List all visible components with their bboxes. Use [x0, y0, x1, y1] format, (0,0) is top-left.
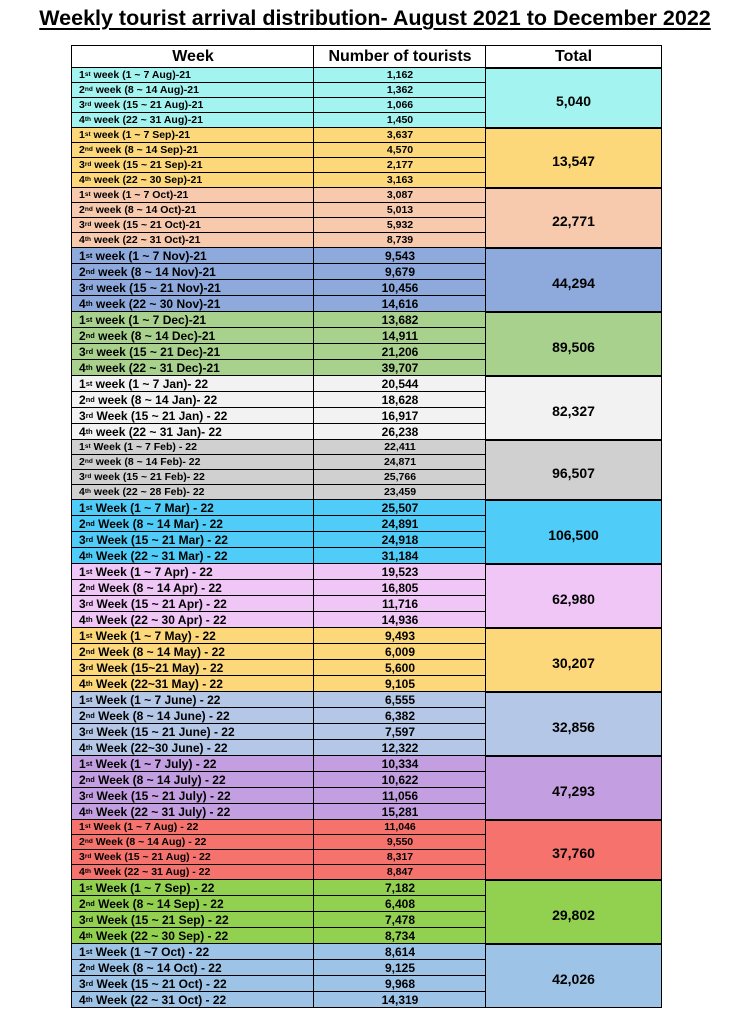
week-number: 4: [79, 234, 85, 246]
week-cell: 1 st week (1 ~ 7 Oct)-21: [71, 188, 315, 203]
week-number: 3: [79, 219, 85, 231]
week-label: Week (8 ~ 14 Oct) - 22: [94, 960, 222, 975]
tourist-count-cell: 7,597: [313, 724, 487, 740]
week-label: week (15 ~ 21 Oct)-21: [91, 219, 201, 231]
week-cell: 1 st Week (1 ~ 7 Sep) - 22: [71, 880, 315, 896]
week-cell: 4 th week (22 ~ 31 Oct)-21: [71, 233, 315, 248]
week-label: Week (15 ~ 21 July) - 22: [93, 788, 231, 803]
week-number: 1: [79, 500, 86, 515]
monthly-total-cell: 37,760: [485, 820, 662, 880]
week-cell: 4 th Week (22 ~ 31 Oct) - 22: [71, 992, 315, 1008]
week-number: 1: [79, 69, 85, 81]
week-cell: 4 th Week (22 ~ 31 July) - 22: [71, 804, 315, 820]
tourist-count-cell: 10,456: [313, 280, 487, 296]
week-label: week (8 ~ 14 Oct)-21: [92, 204, 197, 216]
week-number: 1: [79, 312, 86, 327]
week-label: week (1 ~ 7 Jan)- 22: [92, 376, 209, 391]
week-cell: 4 th week (22 ~ 30 Sep)-21: [71, 173, 315, 188]
week-label: week (15 ~ 21 Nov)-21: [93, 280, 221, 295]
week-number: 1: [79, 129, 85, 141]
week-number: 2: [79, 328, 86, 343]
week-number: 3: [79, 408, 86, 423]
week-cell: 3 rd Week (15 ~ 21 Apr) - 22: [71, 596, 315, 612]
tourist-count-cell: 7,478: [313, 912, 487, 928]
monthly-total-cell: 29,802: [485, 880, 662, 944]
week-label: week (1 ~ 7 Sep)-21: [90, 129, 191, 141]
tourist-count-cell: 10,334: [313, 756, 487, 772]
week-number: 4: [79, 612, 86, 627]
week-label: week (22 ~ 31 Aug)-21: [90, 114, 203, 126]
week-number: 1: [79, 628, 86, 643]
week-number: 3: [79, 851, 85, 863]
week-label: week (15 ~ 21 Feb)- 22: [91, 471, 205, 483]
tourist-count-cell: 8,614: [313, 944, 487, 960]
monthly-total-cell: 47,293: [485, 756, 662, 820]
week-cell: 1 st week (1 ~ 7 Jan)- 22: [71, 376, 315, 392]
week-cell: 4 th week (22 ~ 30 Nov)-21: [71, 296, 315, 312]
week-label: week (8 ~ 14 Sep)-21: [92, 144, 199, 156]
week-number: 4: [79, 676, 86, 691]
tourist-count-cell: 3,163: [313, 173, 487, 188]
week-cell: 2 nd Week (8 ~ 14 Mar) - 22: [71, 516, 315, 532]
tourist-count-cell: 3,637: [313, 128, 487, 143]
week-label: Week (15 ~ 21 Oct) - 22: [93, 976, 227, 991]
week-label: Week (15~21 May) - 22: [93, 660, 224, 675]
week-cell: 2 nd week (8 ~ 14 Dec)-21: [71, 328, 315, 344]
week-label: Week (8 ~ 14 July) - 22: [94, 772, 226, 787]
week-cell: 1 st week (1 ~ 7 Aug)-21: [71, 68, 315, 83]
tourist-count-cell: 8,734: [313, 928, 487, 944]
tourist-count-cell: 21,206: [313, 344, 487, 360]
week-cell: 4 th Week (22~31 May) - 22: [71, 676, 315, 692]
week-number: 1: [79, 692, 86, 707]
tourist-count-cell: 15,281: [313, 804, 487, 820]
tourist-count-cell: 13,682: [313, 312, 487, 328]
week-label: Week (1 ~ 7 Mar) - 22: [92, 500, 214, 515]
week-cell: 1 st week (1 ~ 7 Sep)-21: [71, 128, 315, 143]
week-number: 4: [79, 360, 86, 375]
tourist-count-cell: 6,009: [313, 644, 487, 660]
week-label: Week (15 ~ 21 Apr) - 22: [93, 596, 227, 611]
week-cell: 4 th week (22 ~ 28 Feb)- 22: [71, 485, 315, 500]
week-cell: 3 rd Week (15 ~ 21 Jan) - 22: [71, 408, 315, 424]
tourist-count-cell: 4,570: [313, 143, 487, 158]
week-cell: 1 st Week (1 ~ 7 Mar) - 22: [71, 500, 315, 516]
week-label: week (8 ~ 14 Nov)-21: [94, 264, 216, 279]
header-week: Week: [71, 45, 315, 68]
monthly-total-cell: 30,207: [485, 628, 662, 692]
week-cell: 4 th Week (22 ~ 31 Mar) - 22: [71, 548, 315, 564]
week-cell: 3 rd Week (15 ~ 21 Aug) - 22: [71, 850, 315, 865]
tourist-count-cell: 6,408: [313, 896, 487, 912]
tourist-count-cell: 24,871: [313, 455, 487, 470]
week-cell: 3 rd week (15 ~ 21 Oct)-21: [71, 218, 315, 233]
week-number: 3: [79, 99, 85, 111]
week-label: Week (15 ~ 21 Jan) - 22: [93, 408, 228, 423]
week-cell: 2 nd Week (8 ~ 14 June) - 22: [71, 708, 315, 724]
week-cell: 2 nd week (8 ~ 14 Oct)-21: [71, 203, 315, 218]
week-label: Week (1 ~ 7 July) - 22: [92, 756, 217, 771]
week-number: 4: [79, 866, 85, 878]
tourist-count-cell: 24,891: [313, 516, 487, 532]
tourist-count-cell: 14,616: [313, 296, 487, 312]
week-cell: 3 rd week (15 ~ 21 Sep)-21: [71, 158, 315, 173]
monthly-total-cell: 5,040: [485, 68, 662, 128]
week-label: week (8 ~ 14 Aug)-21: [92, 84, 199, 96]
page-title: Weekly tourist arrival distribution- August 2021 to December 2022: [39, 6, 711, 30]
week-label: Week (1 ~7 Oct) - 22: [92, 944, 210, 959]
week-cell: 2 nd week (8 ~ 14 Jan)- 22: [71, 392, 315, 408]
week-label: Week (22 ~ 30 Apr) - 22: [92, 612, 227, 627]
week-label: Week (1 ~ 7 Feb) - 22: [90, 441, 197, 453]
week-cell: 1 st Week (1 ~ 7 Feb) - 22: [71, 440, 315, 455]
week-cell: 4 th Week (22~30 June) - 22: [71, 740, 315, 756]
week-number: 2: [79, 204, 85, 216]
week-cell: 2 nd week (8 ~ 14 Aug)-21: [71, 83, 315, 98]
week-number: 4: [79, 992, 86, 1007]
monthly-total-cell: 96,507: [485, 440, 662, 500]
week-cell: 1 st Week (1 ~ 7 June) - 22: [71, 692, 315, 708]
week-label: week (22 ~ 31 Oct)-21: [90, 234, 201, 246]
tourist-count-cell: 19,523: [313, 564, 487, 580]
week-number: 1: [79, 756, 86, 771]
week-label: Week (8 ~ 14 Aug) - 22: [92, 836, 207, 848]
tourist-count-cell: 9,550: [313, 835, 487, 850]
tourist-count-cell: 1,066: [313, 98, 487, 113]
tourist-count-cell: 11,046: [313, 820, 487, 835]
tourist-count-cell: 9,968: [313, 976, 487, 992]
week-cell: 1 st Week (1 ~7 Oct) - 22: [71, 944, 315, 960]
week-cell: 2 nd week (8 ~ 14 Sep)-21: [71, 143, 315, 158]
monthly-total-cell: 89,506: [485, 312, 662, 376]
week-cell: 1 st week (1 ~ 7 Dec)-21: [71, 312, 315, 328]
monthly-total-cell: 42,026: [485, 944, 662, 1008]
week-label: week (8 ~ 14 Jan)- 22: [94, 392, 218, 407]
week-cell: 4 th week (22 ~ 31 Jan)- 22: [71, 424, 315, 440]
tourist-count-cell: 11,056: [313, 788, 487, 804]
tourist-count-cell: 12,322: [313, 740, 487, 756]
week-label: Week (15 ~ 21 Sep) - 22: [93, 912, 229, 927]
tourist-count-cell: 9,543: [313, 248, 487, 264]
week-label: Week (15 ~ 21 Aug) - 22: [91, 851, 211, 863]
tourist-count-cell: 20,544: [313, 376, 487, 392]
week-number: 3: [79, 788, 86, 803]
week-number: 4: [79, 174, 85, 186]
week-cell: 3 rd Week (15~21 May) - 22: [71, 660, 315, 676]
tourist-count-cell: 7,182: [313, 880, 487, 896]
tourist-count-cell: 6,555: [313, 692, 487, 708]
week-number: 2: [79, 836, 85, 848]
week-cell: 2 nd Week (8 ~ 14 Oct) - 22: [71, 960, 315, 976]
tourist-count-cell: 26,238: [313, 424, 487, 440]
week-number: 4: [79, 740, 86, 755]
week-number: 4: [79, 804, 86, 819]
tourist-count-cell: 14,319: [313, 992, 487, 1008]
week-number: 3: [79, 159, 85, 171]
week-number: 2: [79, 772, 86, 787]
week-cell: 4 th week (22 ~ 31 Dec)-21: [71, 360, 315, 376]
tourist-count-cell: 24,918: [313, 532, 487, 548]
week-cell: 1 st Week (1 ~ 7 May) - 22: [71, 628, 315, 644]
tourist-count-cell: 2,177: [313, 158, 487, 173]
tourist-count-cell: 1,162: [313, 68, 487, 83]
week-number: 2: [79, 960, 86, 975]
week-number: 2: [79, 896, 86, 911]
tourist-count-cell: 8,317: [313, 850, 487, 865]
week-cell: 3 rd Week (15 ~ 21 Oct) - 22: [71, 976, 315, 992]
week-label: Week (22~31 May) - 22: [92, 676, 223, 691]
tourist-count-cell: 8,847: [313, 865, 487, 880]
week-cell: 3 rd week (15 ~ 21 Aug)-21: [71, 98, 315, 113]
week-cell: 2 nd Week (8 ~ 14 Aug) - 22: [71, 835, 315, 850]
monthly-total-cell: 82,327: [485, 376, 662, 440]
week-number: 3: [79, 724, 86, 739]
monthly-total-cell: 13,547: [485, 128, 662, 188]
week-label: Week (1 ~ 7 May) - 22: [92, 628, 216, 643]
week-number: 1: [79, 376, 86, 391]
week-number: 3: [79, 660, 86, 675]
week-number: 1: [79, 880, 86, 895]
week-label: Week (15 ~ 21 June) - 22: [93, 724, 235, 739]
tourist-count-cell: 9,493: [313, 628, 487, 644]
week-label: Week (8 ~ 14 May) - 22: [94, 644, 225, 659]
monthly-total-cell: 32,856: [485, 692, 662, 756]
week-number: 4: [79, 424, 86, 439]
week-label: Week (1 ~ 7 Aug) - 22: [90, 821, 199, 833]
week-label: Week (1 ~ 7 June) - 22: [92, 692, 221, 707]
week-number: 3: [79, 912, 86, 927]
week-number: 4: [79, 548, 86, 563]
tourist-count-cell: 6,382: [313, 708, 487, 724]
week-cell: 2 nd Week (8 ~ 14 Apr) - 22: [71, 580, 315, 596]
tourist-count-cell: 5,600: [313, 660, 487, 676]
week-cell: 3 rd week (15 ~ 21 Nov)-21: [71, 280, 315, 296]
header-total: Total: [485, 45, 662, 68]
week-cell: 3 rd week (15 ~ 21 Feb)- 22: [71, 470, 315, 485]
tourist-count-cell: 16,917: [313, 408, 487, 424]
week-cell: 1 st Week (1 ~ 7 Aug) - 22: [71, 820, 315, 835]
tourist-count-cell: 14,911: [313, 328, 487, 344]
week-cell: 2 nd week (8 ~ 14 Feb)- 22: [71, 455, 315, 470]
tourist-count-cell: 1,362: [313, 83, 487, 98]
week-number: 2: [79, 580, 86, 595]
monthly-total-cell: 44,294: [485, 248, 662, 312]
week-cell: 4 th Week (22 ~ 30 Sep) - 22: [71, 928, 315, 944]
week-number: 1: [79, 944, 86, 959]
monthly-total-cell: 62,980: [485, 564, 662, 628]
week-label: week (22 ~ 31 Dec)-21: [92, 360, 220, 375]
week-number: 3: [79, 532, 86, 547]
week-number: 2: [79, 144, 85, 156]
week-number: 2: [79, 392, 86, 407]
week-label: Week (8 ~ 14 Mar) - 22: [94, 516, 223, 531]
week-cell: 3 rd Week (15 ~ 21 Mar) - 22: [71, 532, 315, 548]
tourist-count-cell: 31,184: [313, 548, 487, 564]
week-number: 3: [79, 471, 85, 483]
week-number: 1: [79, 564, 86, 579]
week-label: Week (8 ~ 14 Sep) - 22: [94, 896, 224, 911]
week-label: week (1 ~ 7 Oct)-21: [90, 189, 189, 201]
week-number: 3: [79, 344, 86, 359]
week-label: week (22 ~ 30 Sep)-21: [90, 174, 203, 186]
week-cell: 2 nd Week (8 ~ 14 May) - 22: [71, 644, 315, 660]
week-number: 3: [79, 280, 86, 295]
week-cell: 2 nd Week (8 ~ 14 July) - 22: [71, 772, 315, 788]
week-label: Week (22 ~ 30 Sep) - 22: [92, 928, 229, 943]
week-cell: 2 nd week (8 ~ 14 Nov)-21: [71, 264, 315, 280]
week-label: week (1 ~ 7 Dec)-21: [92, 312, 207, 327]
week-cell: 3 rd week (15 ~ 21 Dec)-21: [71, 344, 315, 360]
week-number: 4: [79, 928, 86, 943]
week-cell: 4 th Week (22 ~ 30 Apr) - 22: [71, 612, 315, 628]
week-cell: 3 rd Week (15 ~ 21 Sep) - 22: [71, 912, 315, 928]
tourist-count-cell: 3,087: [313, 188, 487, 203]
week-cell: 4 th week (22 ~ 31 Aug)-21: [71, 113, 315, 128]
week-label: Week (1 ~ 7 Sep) - 22: [92, 880, 215, 895]
week-label: Week (15 ~ 21 Mar) - 22: [93, 532, 228, 547]
week-number: 1: [79, 821, 85, 833]
week-number: 4: [79, 114, 85, 126]
tourist-table: [71, 45, 662, 1017]
tourist-count-cell: 9,679: [313, 264, 487, 280]
tourist-count-cell: 25,766: [313, 470, 487, 485]
week-number: 2: [79, 708, 86, 723]
week-number: 1: [79, 189, 85, 201]
week-cell: 3 rd Week (15 ~ 21 July) - 22: [71, 788, 315, 804]
week-label: Week (22 ~ 31 July) - 22: [92, 804, 231, 819]
tourist-count-cell: 11,716: [313, 596, 487, 612]
tourist-count-cell: 10,622: [313, 772, 487, 788]
week-label: Week (22 ~ 31 Aug) - 22: [90, 866, 211, 878]
tourist-count-cell: 22,411: [313, 440, 487, 455]
week-label: Week (8 ~ 14 June) - 22: [94, 708, 230, 723]
week-label: week (8 ~ 14 Dec)-21: [94, 328, 216, 343]
week-label: week (15 ~ 21 Aug)-21: [91, 99, 204, 111]
week-cell: 1 st week (1 ~ 7 Nov)-21: [71, 248, 315, 264]
week-label: week (22 ~ 28 Feb)- 22: [90, 486, 205, 498]
week-number: 3: [79, 596, 86, 611]
week-number: 2: [79, 456, 85, 468]
week-cell: 4 th Week (22 ~ 31 Aug) - 22: [71, 865, 315, 880]
week-number: 2: [79, 84, 85, 96]
tourist-count-cell: 16,805: [313, 580, 487, 596]
week-number: 2: [79, 644, 86, 659]
tourist-count-cell: 23,459: [313, 485, 487, 500]
week-label: week (22 ~ 31 Jan)- 22: [92, 424, 222, 439]
week-number: 1: [79, 441, 85, 453]
week-cell: 3 rd Week (15 ~ 21 June) - 22: [71, 724, 315, 740]
tourist-count-cell: 39,707: [313, 360, 487, 376]
week-label: week (1 ~ 7 Aug)-21: [90, 69, 191, 81]
week-label: Week (8 ~ 14 Apr) - 22: [94, 580, 222, 595]
week-cell: 2 nd Week (8 ~ 14 Sep) - 22: [71, 896, 315, 912]
week-number: 2: [79, 516, 86, 531]
week-label: Week (1 ~ 7 Apr) - 22: [92, 564, 213, 579]
week-number: 4: [79, 296, 86, 311]
week-number: 1: [79, 248, 86, 263]
tourist-count-cell: 18,628: [313, 392, 487, 408]
tourist-count-cell: 8,739: [313, 233, 487, 248]
tourist-count-cell: 1,450: [313, 113, 487, 128]
tourist-count-cell: 5,932: [313, 218, 487, 233]
week-number: 4: [79, 486, 85, 498]
week-label: Week (22 ~ 31 Oct) - 22: [92, 992, 227, 1007]
monthly-total-cell: 22,771: [485, 188, 662, 248]
week-label: week (15 ~ 21 Sep)-21: [91, 159, 203, 171]
week-label: week (22 ~ 30 Nov)-21: [92, 296, 221, 311]
week-label: week (8 ~ 14 Feb)- 22: [92, 456, 201, 468]
header-tourists: Number of tourists: [313, 45, 487, 68]
tourist-count-cell: 25,507: [313, 500, 487, 516]
tourist-count-cell: 9,105: [313, 676, 487, 692]
tourist-count-cell: 14,936: [313, 612, 487, 628]
tourist-count-cell: 5,013: [313, 203, 487, 218]
week-number: 2: [79, 264, 86, 279]
monthly-total-cell: 106,500: [485, 500, 662, 564]
week-number: 3: [79, 976, 86, 991]
week-label: week (15 ~ 21 Dec)-21: [93, 344, 221, 359]
week-cell: 1 st Week (1 ~ 7 July) - 22: [71, 756, 315, 772]
week-cell: 1 st Week (1 ~ 7 Apr) - 22: [71, 564, 315, 580]
tourist-count-cell: 9,125: [313, 960, 487, 976]
week-label: week (1 ~ 7 Nov)-21: [92, 248, 207, 263]
week-label: Week (22 ~ 31 Mar) - 22: [92, 548, 228, 563]
week-label: Week (22~30 June) - 22: [92, 740, 228, 755]
